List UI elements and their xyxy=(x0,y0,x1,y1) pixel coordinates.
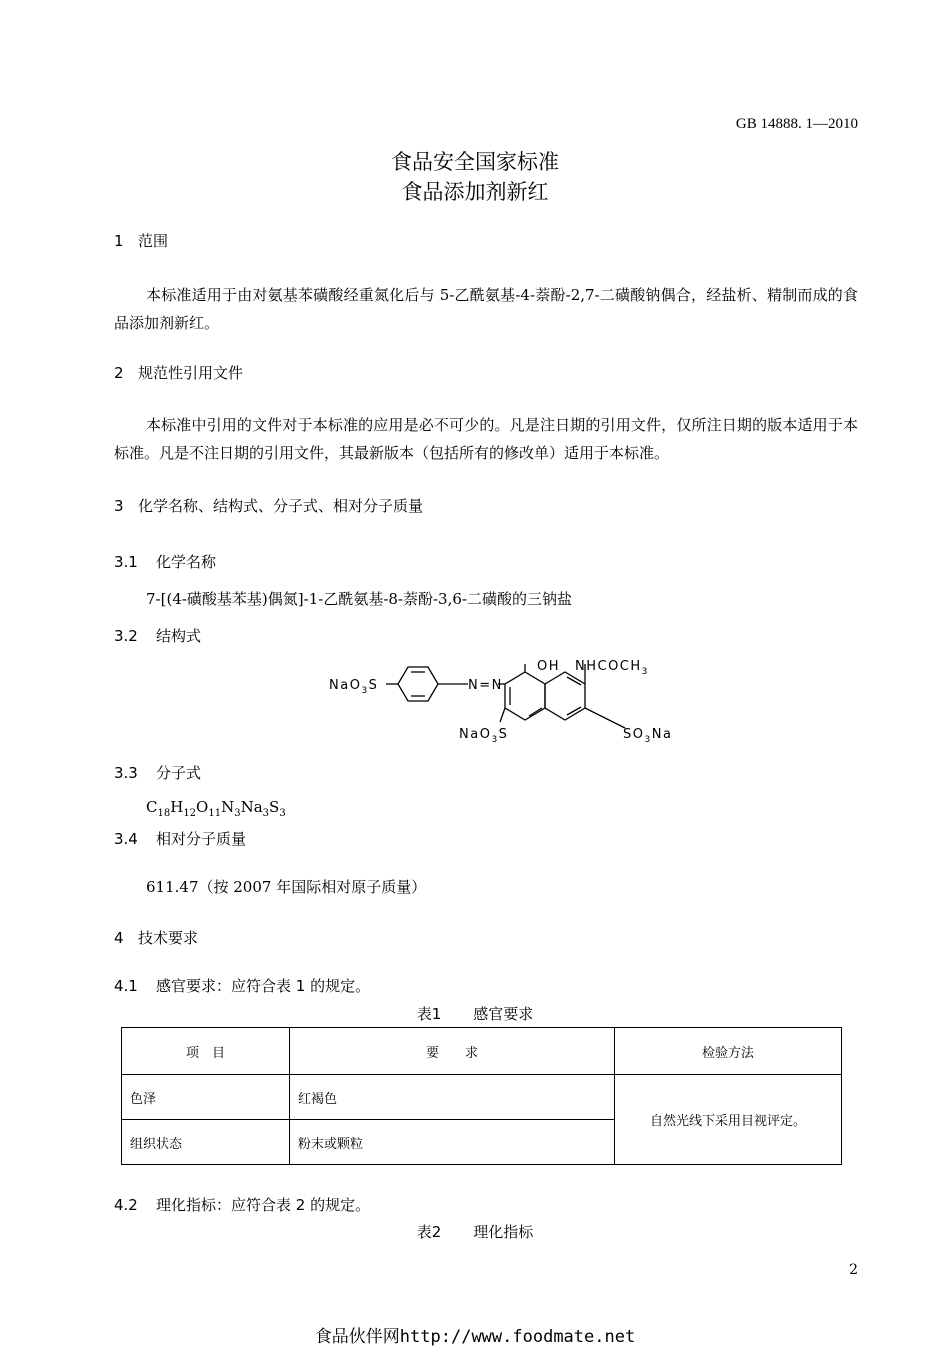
section-title: 结构式 xyxy=(156,627,202,645)
page-title: 食品安全国家标准 xyxy=(391,150,559,174)
chemical-name: 7-[(4-磺酸基苯基)偶氮]-1-乙酰氨基-8-萘酚-3,6-二磺酸的三钠盐 xyxy=(146,590,572,608)
section-3-3-heading xyxy=(114,762,201,783)
section-3-1-heading xyxy=(114,551,216,572)
table-header-cell: 检验方法 xyxy=(615,1028,842,1075)
table-1 xyxy=(121,1027,842,1165)
table-header-row xyxy=(122,1028,842,1075)
svg-text:NaO3S xyxy=(329,678,378,696)
section-3-heading xyxy=(114,495,423,516)
section-title: 相对分子质量 xyxy=(156,830,247,848)
page-number: 2 xyxy=(849,1262,858,1278)
nhcoch-label: NHCOCH xyxy=(575,659,642,674)
section-title: 理化指标：应符合表 2 的规定。 xyxy=(156,1196,371,1214)
section-number: 3.3 xyxy=(114,764,138,782)
azo-label: N=N xyxy=(468,678,503,693)
svg-text:SO3Na xyxy=(623,727,672,745)
naso-label-1: NaO xyxy=(329,678,362,693)
molecular-formula: $C_{18}H_{12}O_{11}N_3Na_3S_3$ xyxy=(146,798,286,819)
section-number: 3.4 xyxy=(114,830,138,848)
section-number: 3 xyxy=(114,497,124,515)
section-number: 4.2 xyxy=(114,1196,138,1214)
svg-text:NaO3S xyxy=(459,727,508,745)
section-3-4-heading xyxy=(114,828,246,849)
section-1-heading xyxy=(114,230,168,251)
table-cell: 粉末或颗粒 xyxy=(290,1120,615,1165)
section-title: 技术要求 xyxy=(138,929,199,947)
section-3-2-heading xyxy=(114,625,201,646)
so-label: SO xyxy=(623,727,645,742)
section-2-heading xyxy=(114,362,243,383)
section-number: 4.1 xyxy=(114,977,138,995)
subscript-3: 3 xyxy=(644,735,652,745)
table-1-caption: 表1 感官要求 xyxy=(416,1005,534,1023)
table-row xyxy=(122,1075,842,1120)
page-subtitle: 食品添加剂新红 xyxy=(401,180,549,204)
s-label: S xyxy=(498,727,509,742)
subscript-3: 3 xyxy=(361,686,369,696)
section-1-body xyxy=(114,281,858,337)
naso-label-2: NaO xyxy=(459,727,492,742)
standard-number: GB 14888. 1—2010 xyxy=(735,116,858,132)
table-cell: 自然光线下采用目视评定。 xyxy=(615,1075,842,1165)
section-title: 感官要求：应符合表 1 的规定。 xyxy=(156,977,371,995)
table-cell: 色泽 xyxy=(122,1075,290,1120)
section-title: 化学名称、结构式、分子式、相对分子质量 xyxy=(138,497,424,515)
section-number: 1 xyxy=(114,232,124,250)
table-cell: 红褐色 xyxy=(290,1075,615,1120)
paragraph-text: 本标准中引用的文件对于本标准的应用是必不可少的。凡是注日期的引用文件，仅所注日期的版本适用于本标准。凡是不注日期的引用文件，其最新版本（包括所有的修改单）适用于本标准。 xyxy=(114,416,858,462)
paragraph-text: 本标准适用于由对氨基苯磺酸经重氮化后与 5-乙酰氨基-4-萘酚-2,7-二磺酸钠偶合，经盐析、精制而成的食品添加剂新红。 xyxy=(114,286,858,332)
table-header-cell: 要 求 xyxy=(290,1028,615,1075)
section-number: 4 xyxy=(114,929,124,947)
s-label: S xyxy=(368,678,379,693)
table-cell: 组织状态 xyxy=(122,1120,290,1165)
section-2-body xyxy=(114,411,858,467)
section-title: 分子式 xyxy=(156,764,202,782)
svg-text:NHCOCH3 xyxy=(575,659,649,677)
na-label: Na xyxy=(651,727,673,742)
structural-formula xyxy=(320,650,690,750)
section-number: 2 xyxy=(114,364,124,382)
oh-label: OH xyxy=(537,659,561,674)
section-4-1-heading xyxy=(114,975,370,996)
subscript-3: 3 xyxy=(641,667,649,677)
section-number: 3.1 xyxy=(114,553,138,571)
molecular-mass: 611.47（按 2007 年国际相对原子质量） xyxy=(146,878,427,896)
section-title: 规范性引用文件 xyxy=(138,364,244,382)
footer-watermark[interactable]: 食品伙伴网http://www.foodmate.net xyxy=(314,1327,636,1347)
section-4-heading xyxy=(114,927,198,948)
table-2-caption: 表2 理化指标 xyxy=(416,1223,534,1241)
subscript-3: 3 xyxy=(491,735,499,745)
section-title: 范围 xyxy=(138,232,169,250)
section-title: 化学名称 xyxy=(156,553,217,571)
table-header-cell: 项 目 xyxy=(122,1028,290,1075)
section-4-2-heading xyxy=(114,1194,370,1215)
section-number: 3.2 xyxy=(114,627,138,645)
